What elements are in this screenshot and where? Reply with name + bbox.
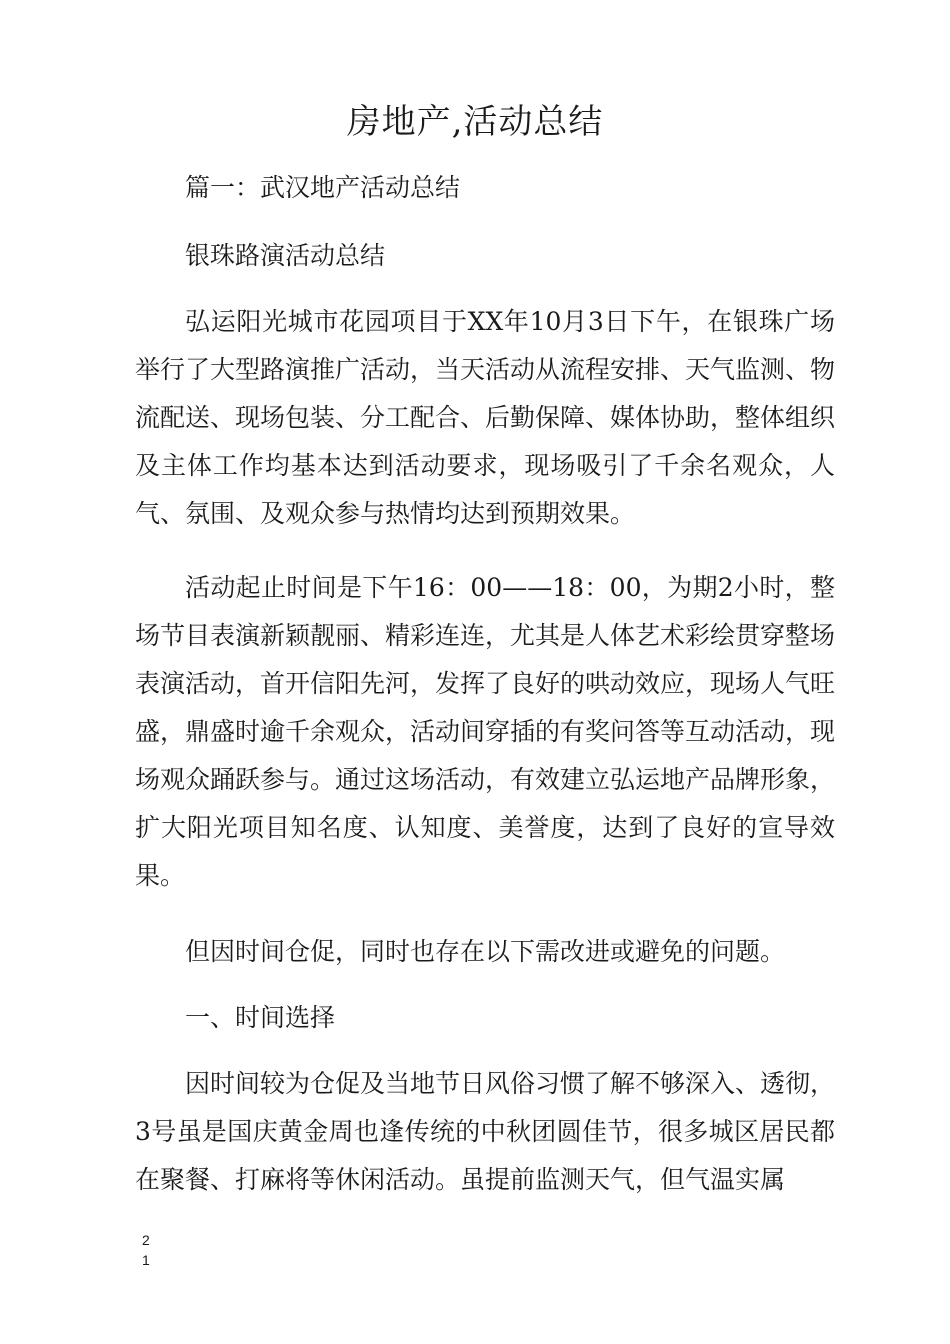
page-number-bottom: 1 <box>142 1252 150 1268</box>
page-number-top: 2 <box>142 1232 150 1248</box>
document-title: 房地产,活动总结 <box>346 102 604 142</box>
paragraph-body-4: 因时间较为仓促及当地节日风俗习惯了解不够深入、透彻，3号虽是国庆黄金周也逢传统的中秋团圆佳节，很多城区居民都在聚餐、打麻将等休闲活动。虽提前监测天气，但气温实属 <box>135 1069 836 1194</box>
paragraph-body-3: 但因时间仓促，同时也存在以下需改进或避免的问题。 <box>185 937 786 966</box>
paragraph-heading-time: 一、时间选择 <box>185 1003 336 1032</box>
page-number <box>142 1230 162 1270</box>
paragraph-section-heading: 篇一：武汉地产活动总结 <box>185 173 461 202</box>
paragraph-subtitle: 银珠路演活动总结 <box>185 241 386 270</box>
paragraph-body-2: 活动起止时间是下午16：00——18：00，为期2小时，整场节目表演新颖靓丽、精彩连连，尤其是人体艺术彩绘贯穿整场表演活动，首开信阳先河，发挥了良好的哄动效应，现场人气旺盛，鼎盛时逾千余观众，活动间穿插的有奖问答等互动活动，现场观众踊跃参与。通过这场活动，有效建立弘运地产品牌形象，扩大阳光项目知名度、认知度、美誉度，达到了良好的宣导效果。 <box>135 573 836 890</box>
paragraph-body-1: 弘运阳光城市花园项目于XX年10月3日下午，在银珠广场举行了大型路演推广活动，当天活动从流程安排、天气监测、物流配送、现场包装、分工配合、后勤保障、媒体协助，整体组织及主体工作均基本达到活动要求，现场吸引了千余名观众，人气、氛围、及观众参与热情均达到预期效果。 <box>135 307 836 528</box>
